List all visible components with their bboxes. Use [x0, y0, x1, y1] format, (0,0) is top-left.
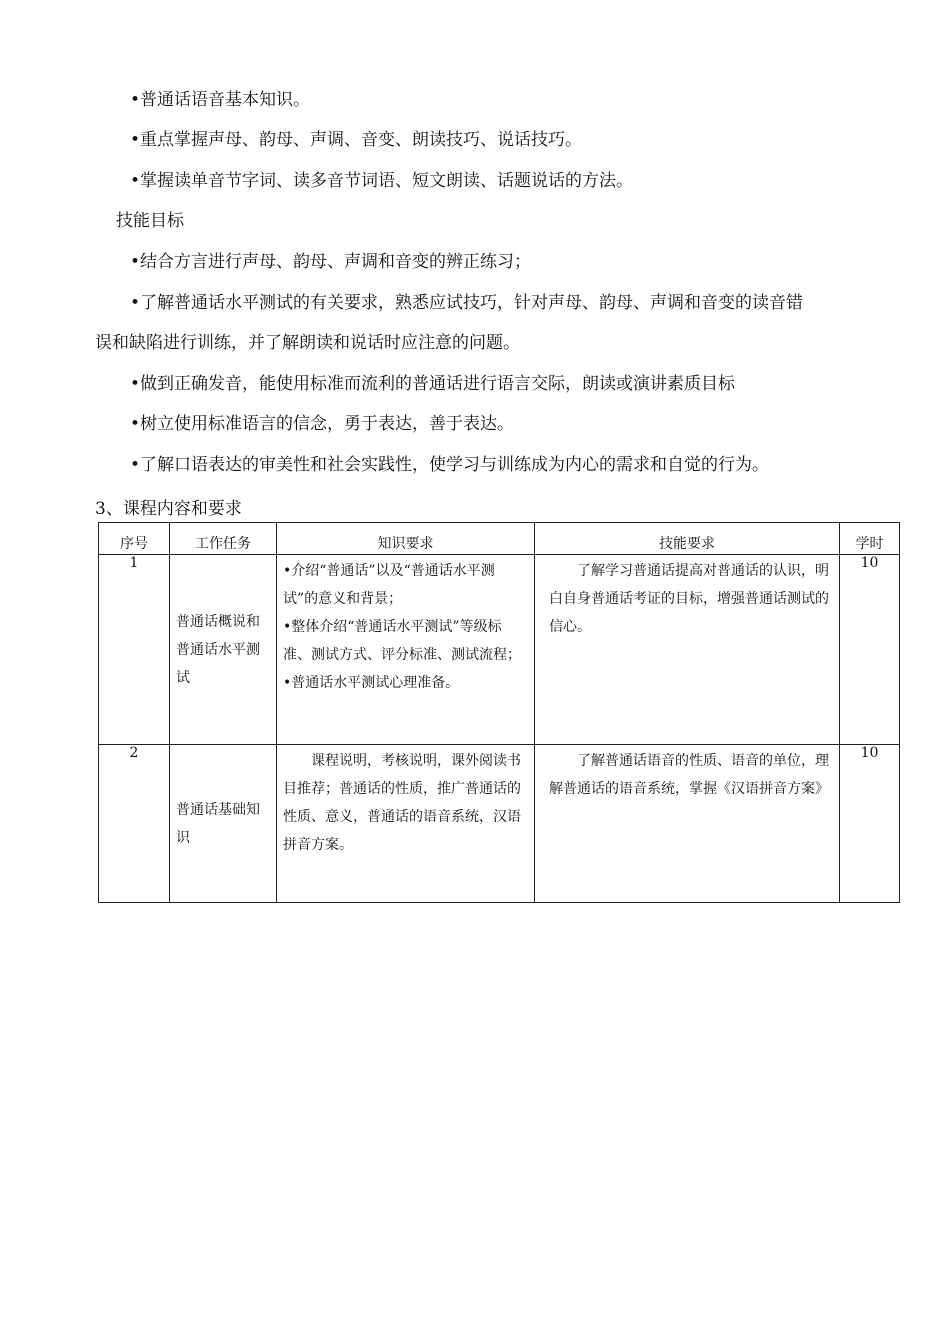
knowledge-item: •整体介绍“普通话水平测试”等级标准、测试方式、评分标准、测试流程； — [283, 619, 521, 663]
row-skill: 了解普通话语音的性质、语音的单位，理解普通话的语音系统，掌握《汉语拼音方案》 — [549, 753, 829, 797]
row-number: 1 — [99, 555, 170, 745]
knowledge-item: 课程说明，考核说明，课外阅读书目推荐；普通话的性质，推广普通话的性质、意义，普通话的语音系统，汉语拼音方案。 — [283, 753, 521, 853]
header-skill: 技能要求 — [535, 523, 840, 555]
course-content-table — [98, 522, 900, 903]
row-skill: 了解学习普通话提高对普通话的认识，明白自身普通话考证的目标，增强普通话测试的信心。 — [549, 563, 829, 635]
row-number: 2 — [99, 745, 170, 903]
knowledge-item: •普通话水平测试心理准备。 — [283, 675, 460, 691]
table-row — [99, 555, 900, 745]
skill-bullet-4: •树立使用标准语言的信念，勇于表达，善于表达。 — [130, 414, 515, 434]
row-task: 普通话概说和普通话水平测试 — [176, 613, 260, 686]
section-title: 3、课程内容和要求 — [95, 499, 242, 519]
skill-bullet-3: •做到正确发音，能使用标准而流利的普通话进行语言交际，朗读或演讲素质目标 — [130, 374, 736, 394]
knowledge-bullet-1: •普通话语音基本知识。 — [130, 90, 311, 110]
knowledge-bullet-2: •重点掌握声母、韵母、声调、音变、朗读技巧、说话技巧。 — [130, 130, 583, 150]
row-hours: 10 — [840, 745, 900, 903]
skill-bullet-5: •了解口语表达的审美性和社会实践性，使学习与训练成为内心的需求和自觉的行为。 — [130, 455, 770, 475]
row-hours: 10 — [840, 555, 900, 745]
table-header-row — [99, 523, 900, 555]
row-task-cell — [170, 555, 277, 745]
header-knowledge: 知识要求 — [277, 523, 535, 555]
row-knowledge-cell — [277, 555, 535, 745]
skill-bullet-2-line-1: •了解普通话水平测试的有关要求，熟悉应试技巧，针对声母、韵母、声调和音变的读音错 — [130, 293, 804, 313]
row-skill-cell — [535, 745, 840, 903]
knowledge-bullet-3: •掌握读单音节字词、读多音节词语、短文朗读、话题说话的方法。 — [130, 171, 634, 191]
row-task-cell — [170, 745, 277, 903]
header-no: 序号 — [99, 523, 170, 555]
row-task: 普通话基础知识 — [176, 801, 260, 846]
skill-goals-heading: 技能目标 — [116, 211, 184, 231]
skill-bullet-2-line-2: 误和缺陷进行训练，并了解朗读和说话时应注意的问题。 — [95, 333, 520, 353]
row-knowledge-cell — [277, 745, 535, 903]
row-skill-cell — [535, 555, 840, 745]
table-row — [99, 745, 900, 903]
header-task: 工作任务 — [170, 523, 277, 555]
header-hours: 学时 — [840, 523, 900, 555]
skill-bullet-1: •结合方言进行声母、韵母、声调和音变的辨正练习； — [130, 252, 532, 272]
knowledge-item: •介绍“普通话”以及“普通话水平测试”的意义和背景； — [283, 563, 495, 607]
